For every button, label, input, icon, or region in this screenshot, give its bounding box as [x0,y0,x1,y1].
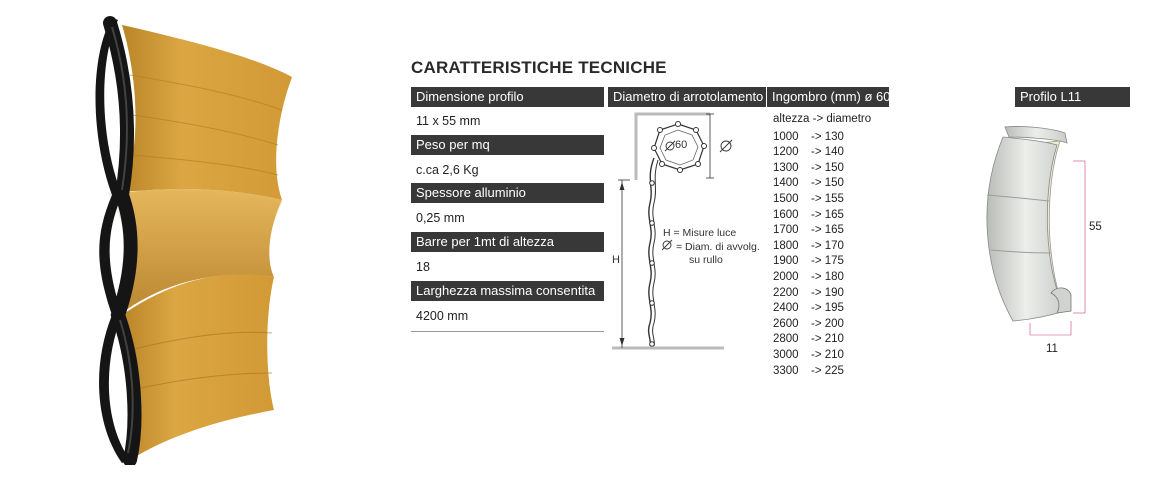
legend-diameter: = Diam. di avvolg. [676,241,760,253]
ingombro-altezza: 2400 [773,302,799,315]
spec-value-larghezza: 4200 mm [416,309,469,323]
h-dimension-label: H [612,254,620,266]
ingombro-diametro: -> 175 [811,255,844,268]
ingombro-diametro: -> 210 [811,333,844,346]
ingombro-diametro: -> 155 [811,192,844,205]
ingombro-diametro: -> 190 [811,286,844,299]
ingombro-row [773,270,871,286]
ingombro-altezza: 1000 [773,130,799,143]
ingombro-diametro: -> 150 [811,177,844,190]
profile-width-label: 11 [1046,343,1058,355]
spec-header-spessore: Spessore alluminio [411,183,604,203]
ingombro-altezza: 2800 [773,333,799,346]
ingombro-altezza: 1700 [773,224,799,237]
ingombro-diametro: -> 180 [811,270,844,283]
ingombro-row [773,208,871,224]
ingombro-row [773,317,871,333]
ingombro-altezza: 1200 [773,146,799,159]
spec-bottom-rule [411,331,604,332]
ingombro-altezza: 2000 [773,270,799,283]
slat-product-image [60,15,300,465]
spec-header-peso: Peso per mq [411,135,604,155]
ingombro-row [773,239,871,255]
ingombro-altezza: 1900 [773,255,799,268]
ingombro-altezza: 1300 [773,161,799,174]
legend-h: H = Misure luce [663,227,737,239]
profile-height-label: 55 [1089,221,1102,233]
spec-value-barre: 18 [416,260,430,274]
ingombro-altezza: 3300 [773,364,799,377]
ingombro-altezza: 1400 [773,177,799,190]
ingombro-altezza: 1500 [773,192,799,205]
spec-value-peso: c.ca 2,6 Kg [416,163,479,177]
spec-header-barre: Barre per 1mt di altezza [411,232,604,252]
spec-value-spessore: 0,25 mm [416,211,465,225]
ingombro-diametro: -> 165 [811,208,844,221]
ingombro-diametro: -> 195 [811,302,844,315]
ingombro-row [773,301,871,317]
ingombro-header: Ingombro (mm) ø 60 [767,87,889,107]
ingombro-row [773,161,871,177]
ingombro-diametro: -> 225 [811,364,844,377]
ingombro-diametro: -> 165 [811,224,844,237]
ingombro-diametro: -> 130 [811,130,844,143]
ingombro-diametro: -> 150 [811,161,844,174]
spec-header-dimensione: Dimensione profilo [411,87,604,107]
ingombro-row [773,332,871,348]
ingombro-row [773,145,871,161]
ingombro-row [773,223,871,239]
profile-header: Profilo L11 [1015,87,1130,107]
ingombro-diametro: -> 140 [811,146,844,159]
diagram-header: Diametro di arrotolamento [608,87,766,107]
ingombro-diametro: -> 170 [811,239,844,252]
ingombro-altezza: 2600 [773,317,799,330]
diameter-value-label: 60 [675,139,688,151]
ingombro-altezza: 3000 [773,348,799,361]
ingombro-table [773,112,871,379]
ingombro-diametro: -> 200 [811,317,844,330]
legend-diameter-line2: su rullo [689,254,723,266]
ingombro-altezza: 1600 [773,208,799,221]
ingombro-row [773,286,871,302]
ingombro-row [773,192,871,208]
ingombro-row [773,130,871,146]
ingombro-col-header: altezza -> diametro [773,113,872,125]
ingombro-row [773,176,871,192]
ingombro-altezza: 2200 [773,286,799,299]
spec-value-dimensione: 11 x 55 mm [416,114,481,128]
ingombro-diametro: -> 210 [811,348,844,361]
ingombro-altezza: 1800 [773,239,799,252]
ingombro-row [773,348,871,364]
spec-header-larghezza: Larghezza massima consentita [411,281,604,301]
section-title: CARATTERISTICHE TECNICHE [411,58,667,77]
ingombro-row [773,364,871,380]
ingombro-row [773,254,871,270]
profile-l11-drawing [965,115,1125,355]
